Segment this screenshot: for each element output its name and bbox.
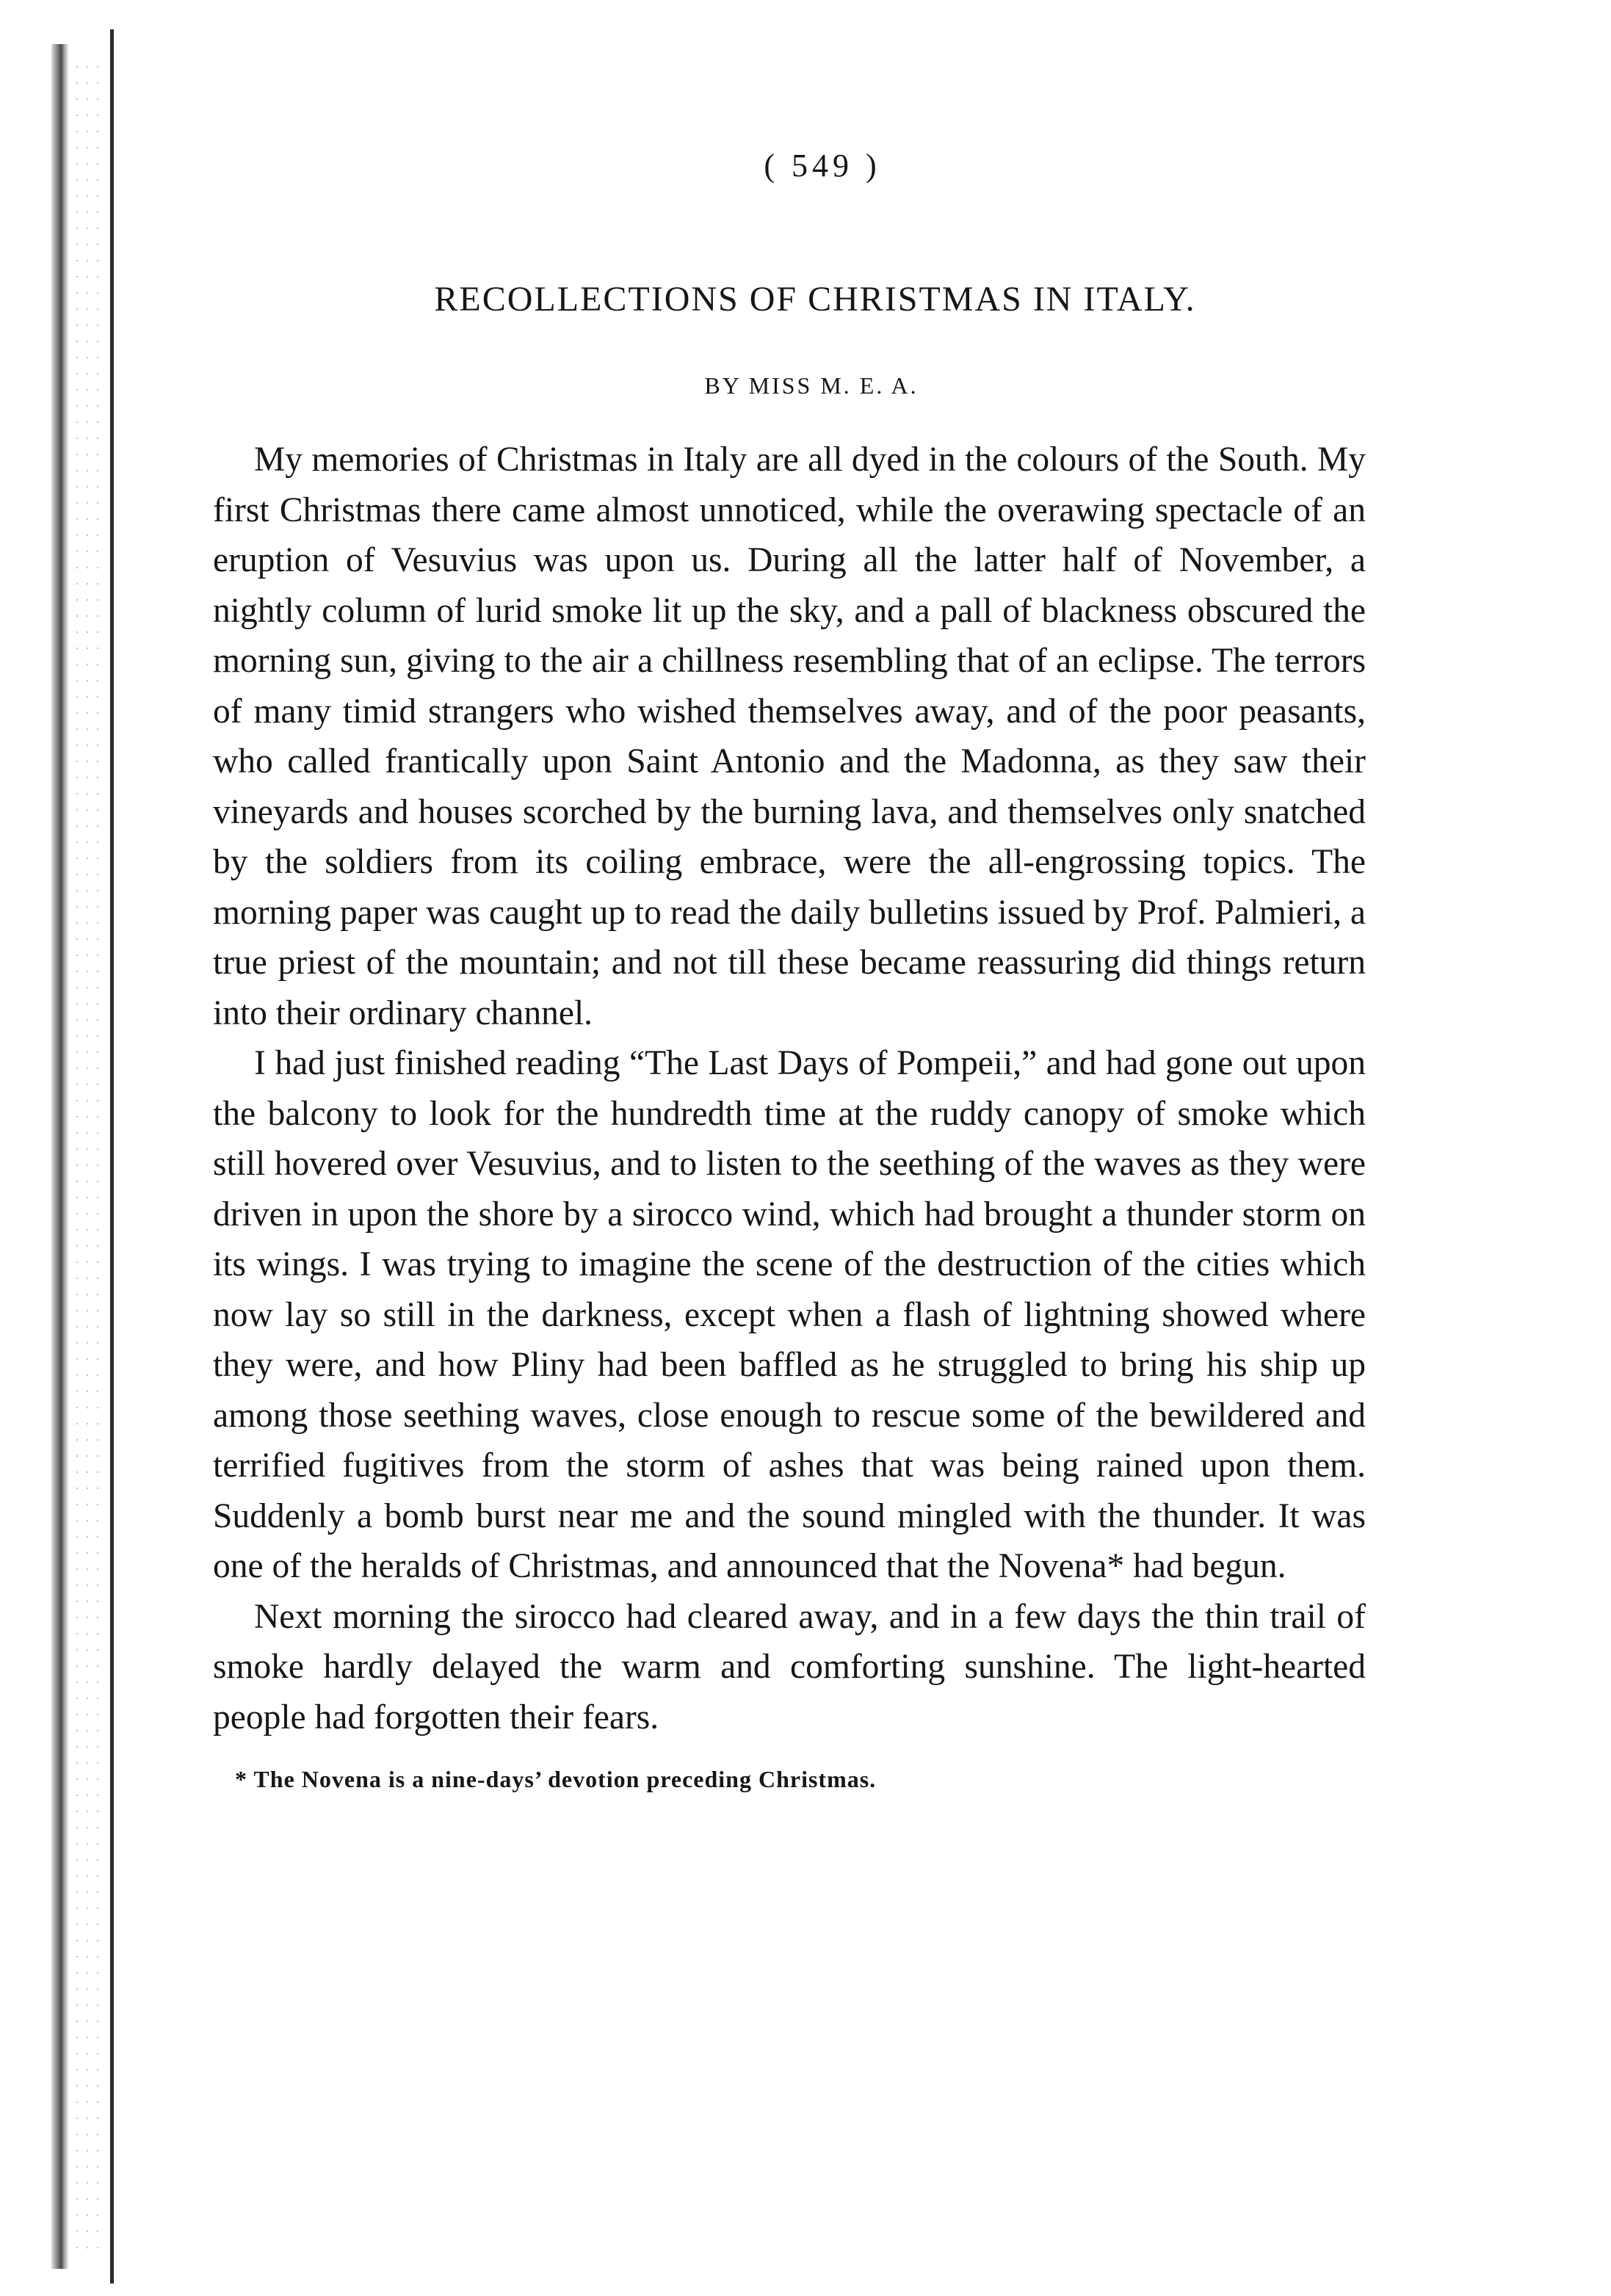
book-page (213, 147, 1366, 1793)
binding-speckle (72, 59, 107, 2254)
article-byline: BY MISS M. E. A. (704, 372, 919, 399)
paragraph-1: My memories of Christmas in Italy are all dyed in the colours of the South. My first Christmas there came almost unnoticed, while the overawing spectacle of an eruption of Vesuvius was upon us. During all the latter half of November, a nightly column of lurid smoke lit up the sky, and a pall of blackness obscured the morning sun, giving to the air a chillness resembling that of an eclipse. The terrors of many timid strangers who wished themselves away, and of the poor peasants, who called frantically upon Saint Antonio and the Madonna, as they saw their vineyards and houses scorched by the burning lava, and themselves only snatched by the soldiers from its coiling embrace, were the all-engrossing topics. The morning paper was caught up to read the daily bulletins issued by Prof. Palmieri, a true priest of the mountain; and not till these became reassuring did things return into their ordinary channel. (213, 441, 1366, 1032)
page-number: ( 549 ) (764, 148, 881, 184)
paragraph-2: I had just finished reading “The Last Days of Pompeii,” and had gone out upon the balcony to look for the hundredth time at the ruddy canopy of smoke which still hovered over Vesuvius, and to listen to the seething of the waves as they were driven in upon the shore by a sirocco wind, which had brought a thunder storm on its wings. I was trying to imagine the scene of the destruction of the cities which now lay so still in the darkness, except when a flash of lightning showed where they were, and how Pliny had been baffled as he struggled to bring his ship up among those seething waves, close enough to rescue some of the bewildered and terrified fugitives from the storm of ashes that was being rained upon them. Suddenly a bomb burst near me and the sound mingled with the thunder. It was one of the heralds of Christmas, and announced that the Novena* had begun. (213, 1044, 1366, 1585)
paragraph-3: Next morning the sirocco had cleared away, and in a few days the thin trail of smoke hardly delayed the warm and comforting sunshine. The light-hearted people had forgotten their fears. (213, 1597, 1366, 1737)
article-title: RECOLLECTIONS OF CHRISTMAS IN ITALY. (434, 280, 1196, 319)
footnote: * The Novena is a nine-days’ devotion preceding Christmas. (235, 1766, 877, 1792)
binding-edge (110, 29, 114, 2284)
article-body (213, 435, 1366, 1742)
binding-shadow (51, 44, 69, 2269)
